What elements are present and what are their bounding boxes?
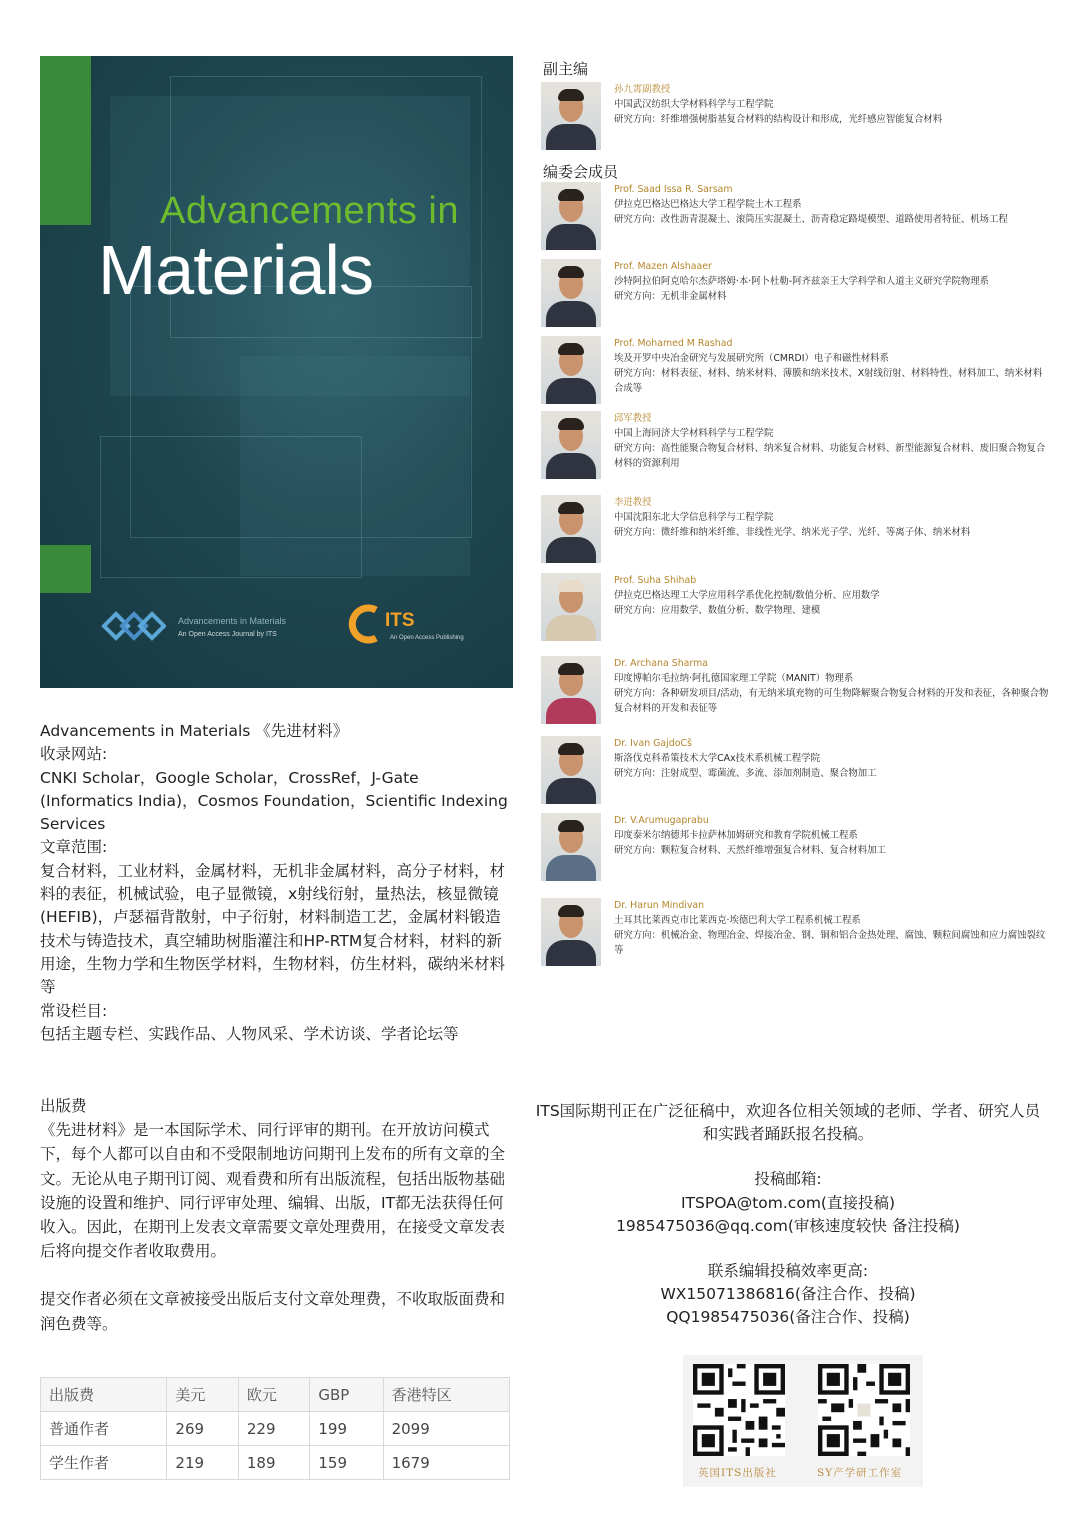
journal-logo-line1: Advancements in Materials	[178, 616, 287, 626]
cover-title-small: Advancements in	[160, 190, 459, 232]
member-photo	[541, 573, 601, 641]
member-research: 研究方向：机械冶金、物理冶金、焊接冶金、钢、铜和铝合金热处理、腐蚀、颗粒间腐蚀和应力腐蚀裂纹等	[614, 930, 1046, 956]
fee-table-header: 欧元	[238, 1378, 309, 1412]
member-info	[614, 813, 1051, 858]
member-research: 研究方向：高性能聚合物复合材料、纳米复合材料、功能复合材料、新型能源复合材料、废旧聚合物复合材料的资源利用	[614, 443, 1046, 469]
member-research: 研究方向：纤维增强树脂基复合材料的结构设计和形成，光纤感应智能复合材料	[614, 114, 943, 125]
indexing-label: 收录网站:	[40, 745, 108, 764]
email-link-primary[interactable]: ITSPOA@tom.com(直接投稿)	[680, 1193, 896, 1212]
member-photo	[541, 656, 601, 724]
journal-info	[40, 720, 515, 1046]
journal-logo-text	[178, 616, 286, 638]
member-photo	[541, 182, 601, 250]
member-affiliation: 中国武汉纺织大学材料科学与工程学院	[614, 99, 774, 110]
fees-paragraph-2: 提交作者必须在文章被接受出版后支付文章处理费，不收取版面费和润色费等。	[40, 1290, 506, 1333]
member-photo	[541, 411, 601, 479]
indexing-text: CNKI Scholar，Google Scholar，CrossRef，J-Gate (Informatics India)，Cosmos Foundation，Scientific Indexing Services	[40, 768, 508, 834]
member-affiliation: 埃及开罗中央冶金研究与发展研究所（CMRDI）电子和磁性材料系	[614, 353, 889, 364]
member-name: 邱军教授	[614, 413, 652, 424]
member-photo	[541, 736, 601, 804]
member-research: 研究方向：微纤维和纳米纤维、非线性光学、纳米光子学、光纤、等离子体、纳米材料	[614, 527, 971, 538]
table-cell: 学生作者	[41, 1446, 167, 1480]
submission-intro: ITS国际期刊正在广泛征稿中，欢迎各位相关领域的老师、学者、研究人员和实践者踊跃报名投稿。	[535, 1102, 1041, 1144]
member-affiliation: 中国沈阳东北大学信息科学与工程学院	[614, 512, 774, 523]
member-info	[614, 573, 1051, 618]
fees-title: 出版费	[40, 1097, 87, 1115]
fee-table-header: 香港特区	[383, 1378, 509, 1412]
member-photo	[541, 82, 601, 150]
its-logo-word: ITS	[385, 610, 415, 631]
journal-logo-line2: An Open Access Journal by ITS	[178, 631, 277, 638]
member-photo	[541, 898, 601, 966]
publication-fees	[40, 1094, 512, 1336]
table-row	[41, 1412, 510, 1446]
board-members-title: 编委会成员	[543, 163, 619, 181]
member-info	[614, 898, 1051, 958]
fees-spacer	[40, 1263, 512, 1287]
contact-label: 联系编辑投稿效率更高:	[707, 1262, 869, 1281]
journal-cover	[40, 56, 513, 688]
member-photo	[541, 813, 601, 881]
member-info	[614, 656, 1051, 716]
member-name: Prof. Mazen Alshaaer	[614, 261, 712, 272]
cover-title-large: Materials	[98, 231, 373, 309]
member-info	[614, 82, 1051, 127]
qr-label-sy: SY产学研工作室	[817, 1467, 903, 1479]
member-info	[614, 736, 1051, 781]
member-affiliation: 印度泰米尔纳德邦卡拉萨林加姆研究和教育学院机械工程系	[614, 830, 858, 841]
cover-green-bar-bottom	[40, 545, 91, 593]
journal-logo-icon	[100, 608, 166, 642]
table-cell: 1679	[383, 1446, 509, 1480]
columns-label: 常设栏目:	[40, 1001, 108, 1020]
submission-info	[532, 1100, 1044, 1330]
qr-code-icon[interactable]	[693, 1364, 785, 1456]
member-info	[614, 336, 1051, 396]
table-row	[41, 1446, 510, 1480]
scope-label: 文章范围:	[40, 838, 108, 857]
fee-table-header-row	[41, 1378, 510, 1412]
table-cell: 2099	[383, 1412, 509, 1446]
member-info	[614, 182, 1051, 227]
member-research: 研究方向：材料表征、材料、纳米材料、薄膜和纳米技术、X射线衍射、材料特性、材料加工、纳米材料合成等	[614, 368, 1043, 394]
member-affiliation: 中国上海同济大学材料科学与工程学院	[614, 428, 774, 439]
member-name: Prof. Saad Issa R. Sarsam	[614, 184, 733, 195]
member-name: Dr. Ivan GajdoCš	[614, 738, 692, 749]
member-photo	[541, 259, 601, 327]
table-cell: 229	[238, 1412, 309, 1446]
member-research: 研究方向：颗粒复合材料、天然纤维增强复合材料、复合材料加工	[614, 845, 886, 856]
member-research: 研究方向：改性沥青混凝土、滚筒压实混凝土、沥青稳定路堤模型、道路使用者特征、机场工程	[614, 214, 1008, 225]
fees-paragraph-1: 《先进材料》是一本国际学术、同行评审的期刊。在开放访问模式下，每个人都可以自由和不受限制地访问期刊上发布的所有文章的全文。无论从电子期刊订阅、观看费和所有出版流程，包括出版物基础设施的设置和维护、同行评审处理、编辑、出版，IT都无法获得任何收入。因此，在期刊上发表文章需要文章处理费用，在接受文章发表后将向提交作者收取费用。	[40, 1121, 506, 1261]
table-cell: 199	[310, 1412, 383, 1446]
member-info	[614, 411, 1051, 471]
member-affiliation: 斯洛伐克科希策技术大学CAx技术系机械工程学院	[614, 753, 821, 764]
member-research: 研究方向：无机非金属材料	[614, 291, 727, 302]
member-research: 研究方向：应用数学、数值分析、数学物理、建模	[614, 605, 821, 616]
member-info	[614, 495, 1051, 540]
table-cell: 219	[167, 1446, 238, 1480]
qr-codes	[683, 1355, 923, 1487]
journal-title-line: Advancements in Materials 《先进材料》	[40, 722, 349, 740]
member-affiliation: 土耳其比莱西克市比莱西克·埃德巴利大学工程系机械工程系	[614, 915, 861, 926]
member-affiliation: 印度博帕尔毛拉纳·阿扎德国家理工学院（MANIT）物理系	[614, 673, 854, 684]
scope-text: 复合材料，工业材料，金属材料，无机非金属材料，高分子材料，材料的表征，机械试验，电子显微镜，x射线衍射，量热法，核显微镜(HEFIB)，卢瑟福背散射，中子衍射，材料制造工艺，金属材料锻造技术与铸造技术，真空辅助树脂灌注和HP-RTM复合材料，材料的新用途，生物力学和生物医学材料，生物材料，仿生材料，碳纳米材料等	[40, 861, 506, 997]
member-name: Dr. Harun Mindivan	[614, 900, 705, 911]
qr-code-icon[interactable]	[818, 1364, 910, 1456]
member-photo	[541, 336, 601, 404]
member-affiliation: 伊拉克巴格达理工大学应用科学系优化控制/数值分析、应用数学	[614, 590, 880, 601]
cover-decoration	[100, 436, 362, 578]
table-cell: 159	[310, 1446, 383, 1480]
fee-table-header: GBP	[310, 1378, 383, 1412]
submission-spacer	[532, 1238, 1044, 1260]
wechat-contact: WX15071386816(备注合作、投稿)	[660, 1285, 916, 1304]
fee-table-header: 出版费	[41, 1378, 167, 1412]
fee-table-header: 美元	[167, 1378, 238, 1412]
member-name: Prof. Mohamed M Rashad	[614, 338, 733, 349]
member-name: 李进教授	[614, 497, 652, 508]
qr-label-its: 英国ITS出版社	[698, 1467, 777, 1479]
email-label: 投稿邮箱:	[754, 1170, 822, 1189]
table-cell: 269	[167, 1412, 238, 1446]
member-photo	[541, 495, 601, 563]
its-logo-subtitle: An Open Access Publishing	[390, 635, 464, 641]
submission-spacer	[532, 1146, 1044, 1168]
columns-text: 包括主题专栏、实践作品、人物风采、学术访谈、学者论坛等	[40, 1024, 459, 1043]
member-research: 研究方向：各种研发项目/活动，有无纳米填充物的可生物降解聚合物复合材料的开发和表征，各种聚合物复合材料的开发和表征等	[614, 688, 1049, 714]
member-name: Prof. Suha Shihab	[614, 575, 697, 586]
member-affiliation: 沙特阿拉伯阿克哈尔杰萨塔姆·本·阿卜杜勒-阿齐兹亲王大学科学和人道主义研究学院物理系	[614, 276, 989, 287]
member-name: Dr. Archana Sharma	[614, 658, 708, 669]
table-cell: 普通作者	[41, 1412, 167, 1446]
table-cell: 189	[238, 1446, 309, 1480]
fee-table	[40, 1377, 510, 1480]
member-affiliation: 伊拉克巴格达巴格达大学工程学院土木工程系	[614, 199, 802, 210]
member-research: 研究方向：注射成型、霉菌流、多流、添加剂制造、聚合物加工	[614, 768, 877, 779]
email-link-secondary[interactable]: 1985475036@qq.com(审核速度较快 备注投稿)	[616, 1216, 960, 1235]
qq-contact: QQ1985475036(备注合作、投稿)	[666, 1308, 910, 1327]
cover-green-bar-top	[40, 56, 91, 225]
member-name: Dr. V.Arumugaprabu	[614, 815, 709, 826]
its-logo-icon	[346, 602, 386, 646]
member-name: 孙九霄副教授	[614, 84, 671, 95]
deputy-editor-title: 副主编	[543, 60, 589, 78]
member-info	[614, 259, 1051, 304]
